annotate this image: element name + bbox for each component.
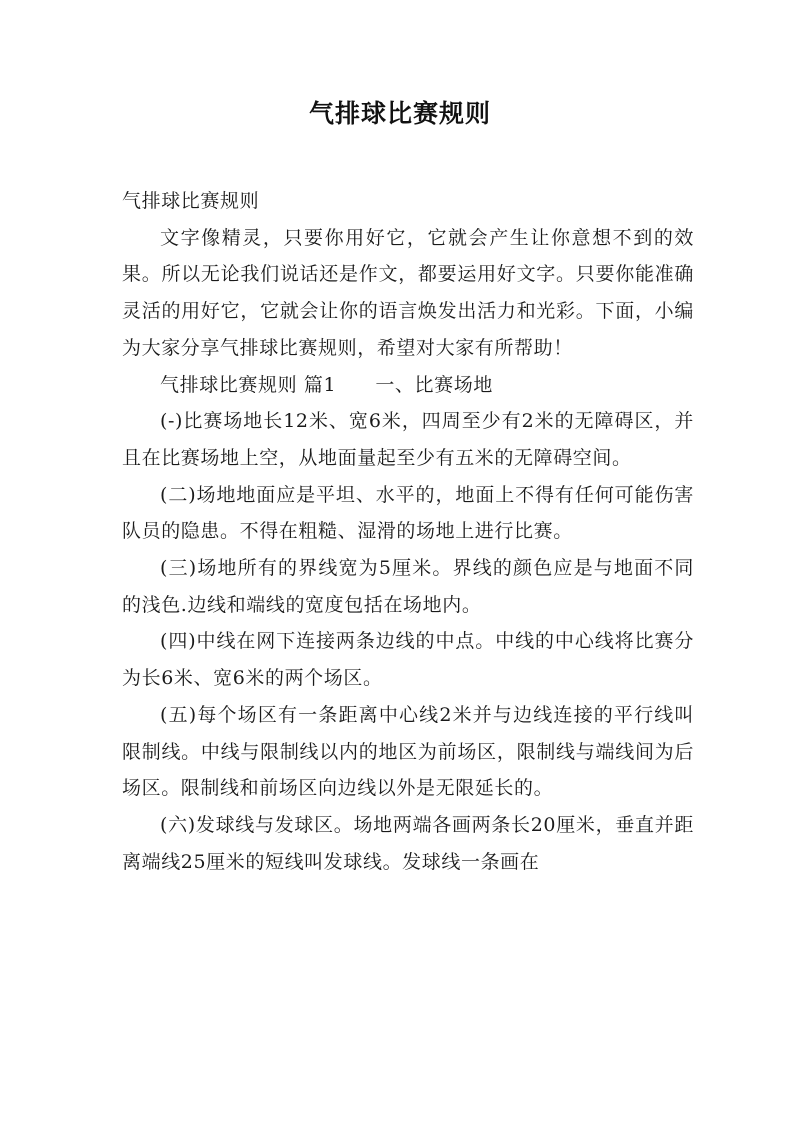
- document-body: [122, 183, 694, 880]
- rule-paragraph-4: (四)中线在网下连接两条边线的中点。中线的中心线将比赛分为长6米、宽6米的两个场区。: [122, 630, 694, 690]
- chapter-heading: 气排球比赛规则 篇1 一、比赛场地: [160, 373, 493, 396]
- section-heading: 气排球比赛规则: [122, 190, 260, 212]
- document-title: 气排球比赛规则: [308, 99, 491, 128]
- intro-paragraph: 文字像精灵，只要你用好它，它就会产生让你意想不到的效果。所以无论我们说话还是作文，都要运用好文字。只要你能准确灵活的用好它，它就会让你的语言焕发出活力和光彩。下面，小编为大家分享气排球比赛规则，希望对大家有所帮助！: [122, 226, 694, 359]
- rule-paragraph-2: (二)场地地面应是平坦、水平的，地面上不得有任何可能伤害队员的隐患。不得在粗糙、湿滑的场地上进行比赛。: [122, 483, 694, 543]
- rule-paragraph-1: (-)比赛场地长12米、宽6米，四周至少有2米的无障碍区，并且在比赛场地上空，从地面量起至少有五米的无障碍空间。: [122, 410, 694, 469]
- rule-paragraph-5: (五)每个场区有一条距离中心线2米并与边线连接的平行线叫限制线。中线与限制线以内的地区为前场区，限制线与端线间为后场区。限制线和前场区向边线以外是无限延长的。: [122, 703, 694, 800]
- rule-paragraph-3: (三)场地所有的界线宽为5厘米。界线的颜色应是与地面不同的浅色.边线和端线的宽度包括在场地内。: [122, 557, 694, 616]
- rule-paragraph-6: (六)发球线与发球区。场地两端各画两条长20厘米，垂直并距离端线25厘米的短线叫发球线。发球线一条画在: [122, 813, 694, 873]
